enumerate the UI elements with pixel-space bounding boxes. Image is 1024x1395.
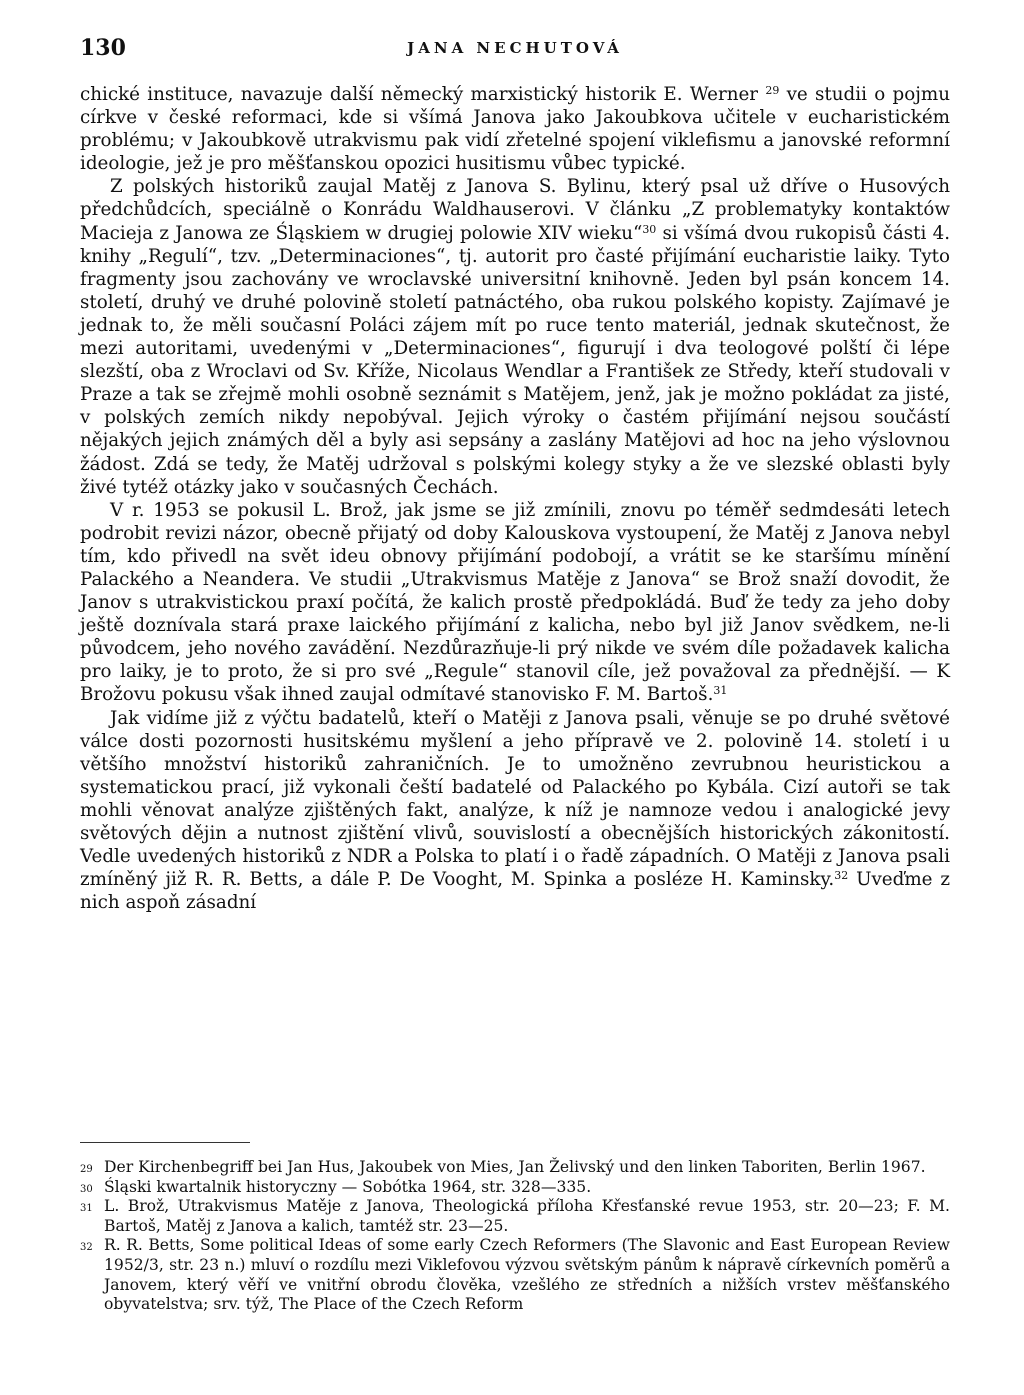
paragraph-text: Z polských historiků zaujal Matěj z Janova S. Bylinu, který psal už dříve o Husových předchůdcích, speciálně o Konrádu Waldhauserovi. V článku „Z problematyky kontaktów Macieja z Janowa ze Śląskiem w drugiej polowie XIV wieku“ xyxy=(80,176,950,244)
footnote-number: 31 xyxy=(80,1203,93,1215)
body-paragraph xyxy=(80,707,950,915)
paragraph-text: Jak vidíme již z výčtu badatelů, kteří o Matěji z Janova psali, věnuje se po druhé světové válce dosti pozornosti husitskému myšlení a jeho přípravě ve 2. polovině 14. století i u většího množství historiků zahraničních. Je to umožněno zevrubnou heuristickou a systematickou prací, již vykonali čeští badatelé od Palackého po Kybála. Cizí autoři se tak mohli věnovat analýze zjištěných fakt, analýze, k níž je namnoze vedou i analogické jevy světových dějin a nutnost zjištění vlivů, souvislostí a obecnějších historických zákonitostí. Vedle uvedených historiků z NDR a Polska to platí i o řadě západních. O Matěji z Janova psali zmíněný již R. R. Betts, a dále P. De Vooght, M. Spinka a posléze H. Kaminsky. xyxy=(80,707,950,891)
body-text xyxy=(80,83,950,914)
body-paragraph xyxy=(80,83,950,175)
footnote-number: 32 xyxy=(80,1242,93,1254)
footnote xyxy=(80,1236,950,1314)
running-head: JANA NECHUTOVÁ xyxy=(407,39,623,57)
body-paragraph xyxy=(80,499,950,707)
body-paragraph xyxy=(80,175,950,498)
footnote-number: 29 xyxy=(80,1164,93,1175)
footnote-reference: 32 xyxy=(834,869,849,883)
footnotes xyxy=(80,1158,950,1315)
paragraph-text: ve studii o pojmu církve v české reformaci, kde si všímá Janova jako Jakoubkova učitele v eucharistickém problému; v Jakoubkově utrakvismu pak vidí zřetelné spojení viklefismu a janovské reformní ideologie, jež je pro měšťanskou opozici husitismu vůbec typické. xyxy=(80,84,950,175)
paragraph-text: si všímá dvou rukopisů části 4. knihy „Regulí“, tzv. „Determinaciones“, tj. autorit pro časté přijímání eucharistie laiky. Tyto fragmenty jsou zachovány ve wroclavské universitní knihovně. Jeden byl psán koncem 14. století, druhý ve druhé polovině století patnáctého, oba rukou polského kopisty. Zajímavé je jednak to, že měli současní Poláci zájem mít po ruce tento materiál, jednak skutečnost, že mezi autoritami, uvedenými v „Determinaciones“, figurují i dva teologové polští či lépe slezští, oba z Wroclavi od Sv. Kříže, Nicolaus Wendlar a František ze Středy, kteří studovali v Praze a tak se zřejmě mohli osobně seznámit s Matějem, jenž, jak je možno pokládat za jisté, v polských zemích nikdy nepobýval. Jejich výroky o častém přijímání nejsou součástí nějakých jejich známých děl a byly asi sepsány a zaslány Matějovi ad hoc na jeho výslovnou žádost. Zdá se tedy, že Matěj udržoval s polskými kolegy styky a že ve slezské oblasti byly živé tytéž otázky jako v současných Čechách. xyxy=(80,222,951,498)
footnote-text: Der Kirchenbegriff bei Jan Hus, Jakoubek von Mies, Jan Želivský und den linken Taboriten, Berlin 1967. xyxy=(104,1158,926,1176)
page-number: 130 xyxy=(80,35,126,61)
footnote xyxy=(80,1158,950,1178)
paragraph-text: Uveďme z nich aspoň zásadní xyxy=(80,869,950,914)
footnote xyxy=(80,1197,950,1236)
page-header xyxy=(80,35,950,65)
footnote-reference: 29 xyxy=(765,83,780,97)
paragraph-text: chické instituce, navazuje další německý marxistický historik E. Werner xyxy=(80,84,766,105)
footnote xyxy=(80,1178,950,1198)
paragraph-text: V r. 1953 se pokusil L. Brož, jak jsme se již zmínili, znovu po téměř sedmdesáti letech podrobit revizi názor, obecně přijatý od doby Kalouskova vystoupení, že Matěj z Janova nebyl tím, kdo přivedl na svět ideu obnovy přijímání podobojí, a vrátit se ke staršímu mínění Palackého a Neandera. Ve studii „Utrakvismus Matěje z Janova“ se Brož snaží dovodit, že Janov s utrakvistickou praxí počítá, že kalich prostě předpokládá. Buď že tedy za jeho doby ještě doznívala stará praxe laického přijímání z kalicha, nebo byl již Janov svědkem, ne-li původcem, jeho nového zavádění. Nezdůrazňuje-li prý nikde ve svém díle požadavek kalicha pro laiky, je to proto, že si pro své „Regule“ stanovil cíle, jež považoval za přednější. — K Brožovu pokusu však ihned zaujal odmítavé stanovisko F. M. Bartoš. xyxy=(80,499,950,706)
footnote-number: 30 xyxy=(80,1183,93,1195)
footnote-reference: 30 xyxy=(642,222,657,236)
footnote-text: L. Brož, Utrakvismus Matěje z Janova, Theologická příloha Křesťanské revue 1953, str. 20—23; F. M. Bartoš, Matěj z Janova a kalich, tamtéž str. 23—25. xyxy=(104,1197,950,1235)
footnote-divider xyxy=(80,1142,250,1143)
footnote-text: R. R. Betts, Some political Ideas of some early Czech Reformers (The Slavonic and East European Review 1952/3, str. 23 n.) mluví o rozdílu mezi Viklefovou výzvou světským pánům k nápravě církevních poměrů a Janovem, který věří ve vnitřní obrodu člověka, vzešlého ze středních a nižších vrstev měšťanského obyvatelstva; srv. týž, The Place of the Czech Reform xyxy=(104,1236,950,1314)
footnote-text: Śląski kwartalnik historyczny — Sobótka 1964, str. 328—335. xyxy=(104,1177,592,1196)
footnote-reference: 31 xyxy=(713,684,728,698)
